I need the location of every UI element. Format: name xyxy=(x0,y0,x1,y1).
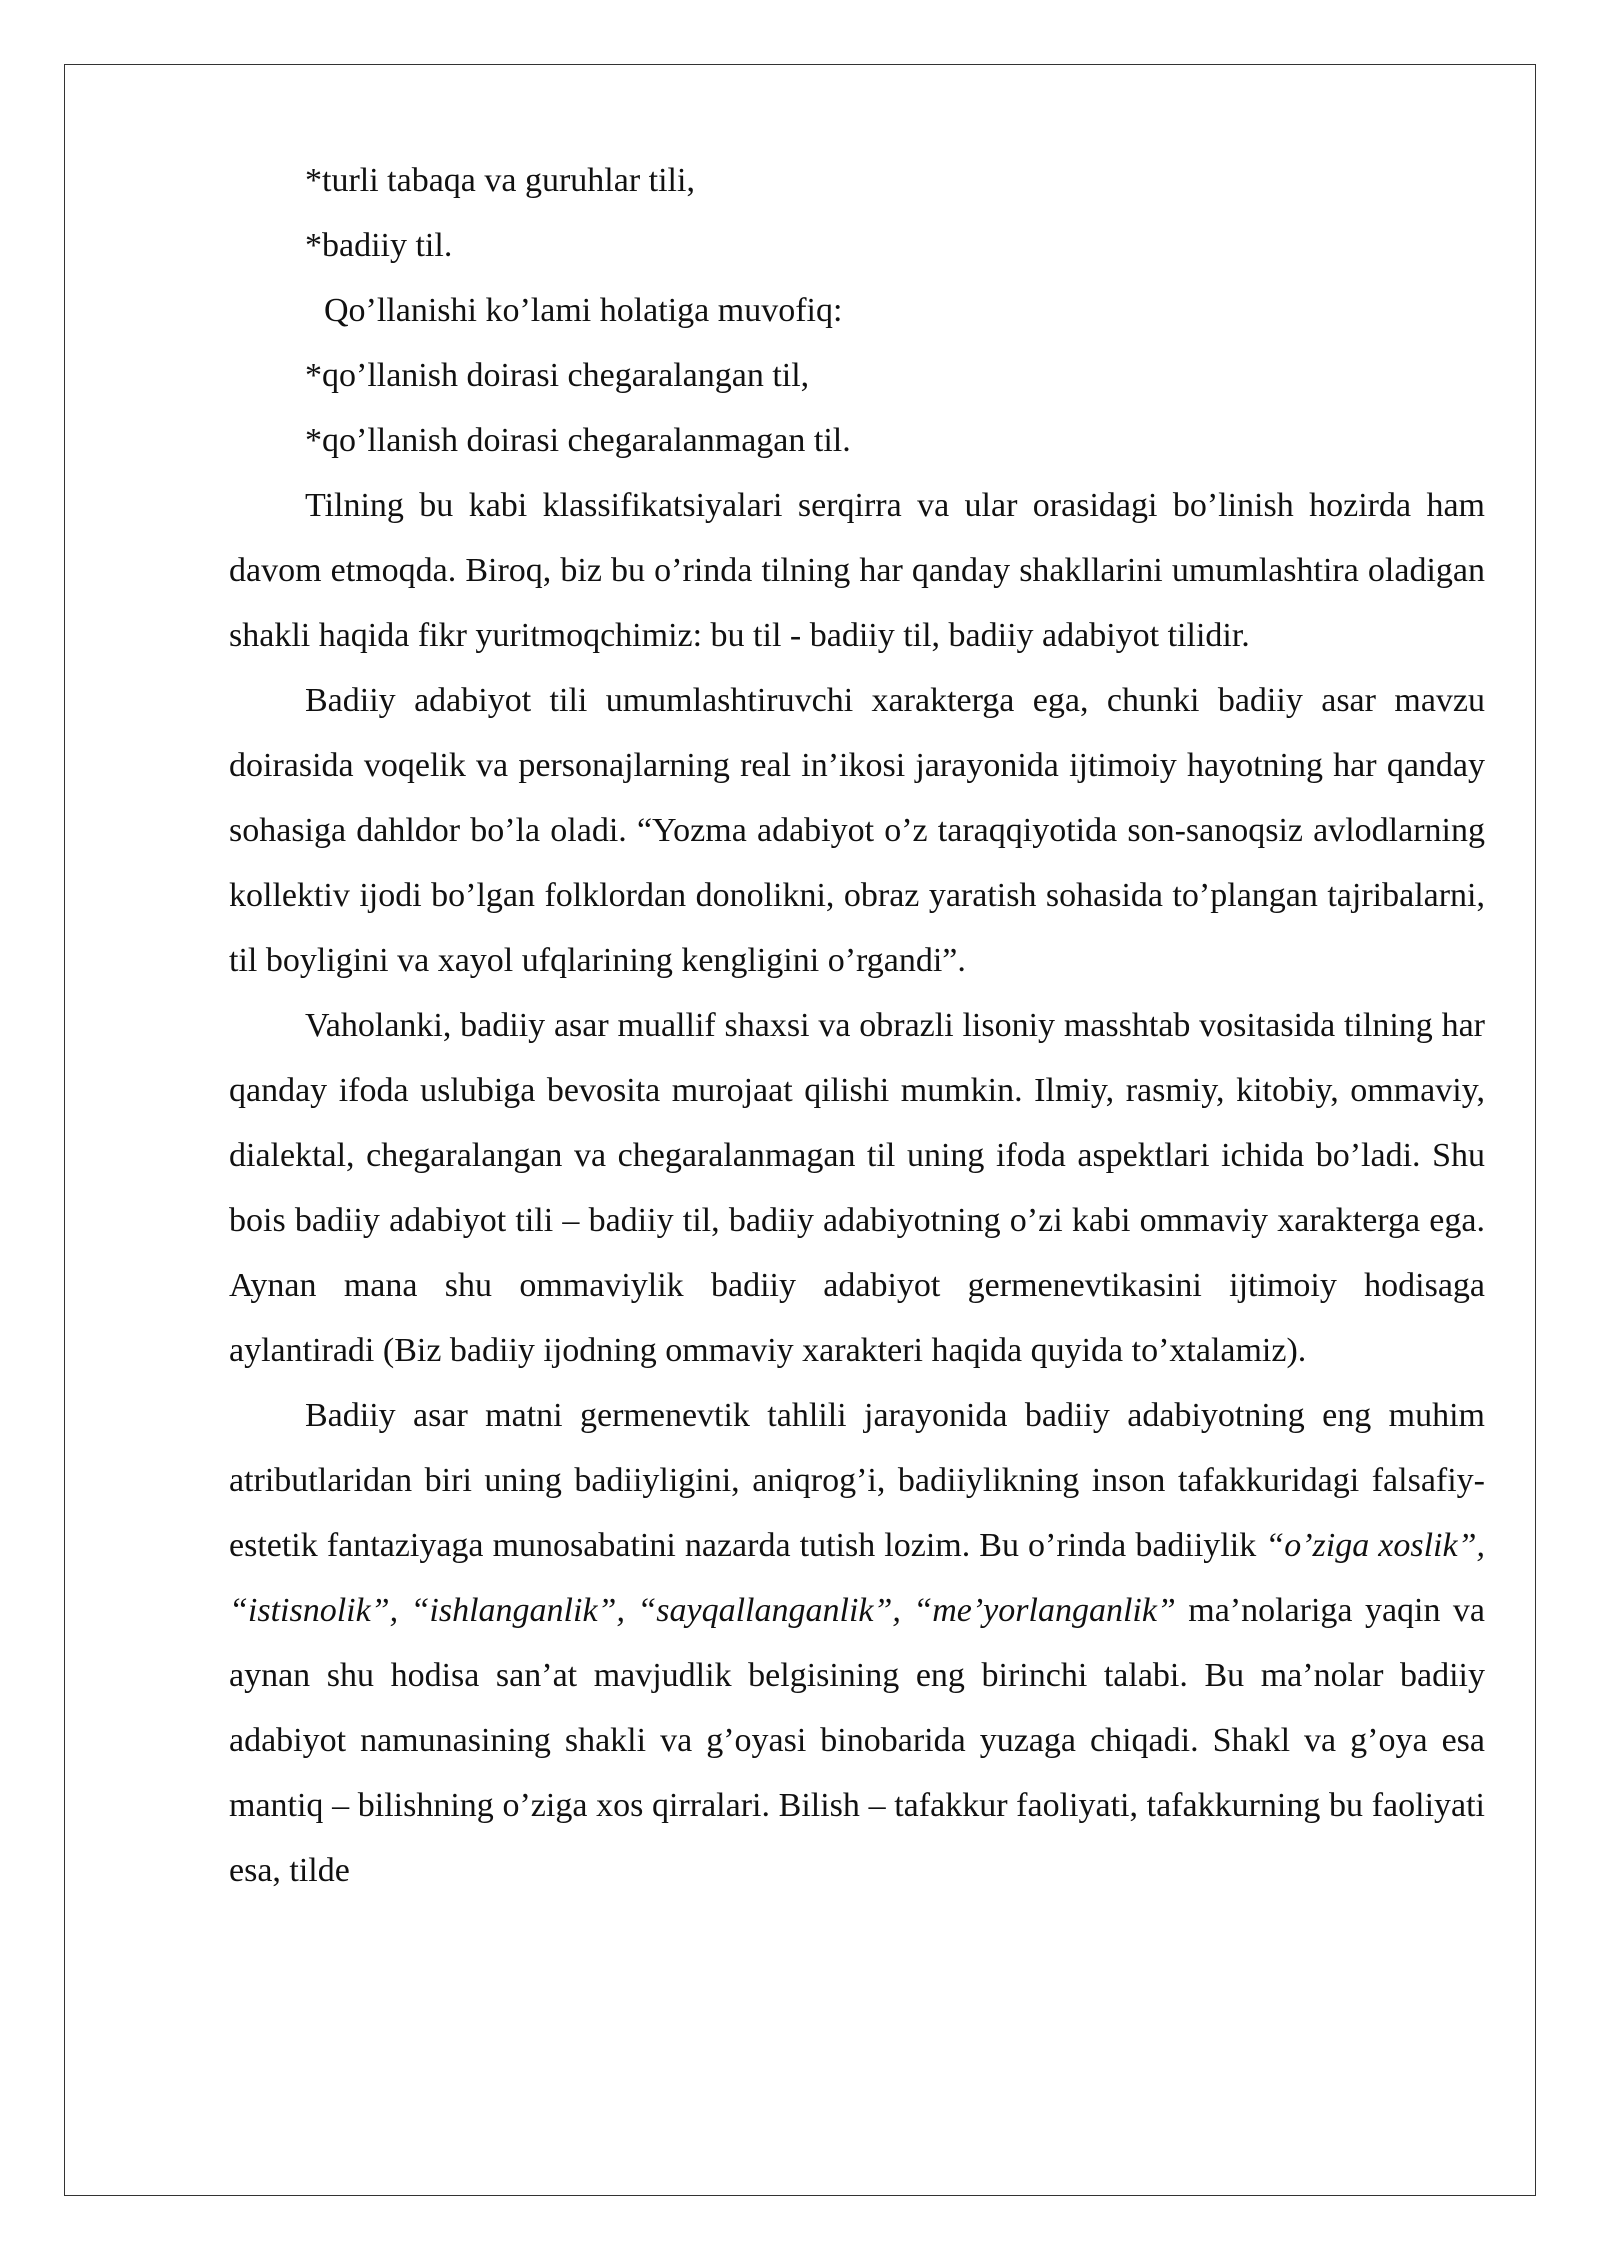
paragraph-4-italic-terms: “o’ziga xoslik”, “istisnolik”, “ishlanganlik”, “sayqallanganlik”, “me’yorlanganlik” xyxy=(229,1527,1486,1629)
document-body xyxy=(229,148,1485,1903)
list-item: *badiiy til. xyxy=(305,227,453,264)
list-item: *turli tabaqa va guruhlar tili, xyxy=(305,162,695,199)
paragraph-3: Vaholanki, badiiy asar muallif shaxsi va obrazli lisoniy masshtab vositasida tilning har qanday ifoda uslubiga bevosita murojaat qilishi mumkin. Ilmiy, rasmiy, kitobiy, ommaviy, dialektal, chegaralangan va chegaralanmagan til uning ifoda aspektlari ichida bo’ladi. Shu bois badiiy adabiyot tili – badiiy til, badiiy adabiyotning o’zi kabi ommaviy xarakterga ega. Aynan mana shu ommaviylik badiiy adabiyot germenevtikasini ijtimoiy hodisaga aylantiradi (Biz badiiy ijodning ommaviy xarakteri haqida quyida to’xtalamiz). xyxy=(229,1007,1485,1369)
list-item: *qo’llanish doirasi chegaralanmagan til. xyxy=(305,422,851,459)
paragraph-1: Tilning bu kabi klassifikatsiyalari serqirra va ular orasidagi bo’linish hozirda ham davom etmoqda. Biroq, biz bu o’rinda tilning har qanday shakllarini umumlashtira oladigan shakli haqida fikr yuritmoqchimiz: bu til - badiiy til, badiiy adabiyot tilidir. xyxy=(229,487,1485,654)
paragraph-4-text-a: Badiiy asar matni germenevtik tahlili jarayonida badiiy adabiyotning eng muhim atributlaridan biri uning badiiyligini, aniqrog’i, badiiylikning inson tafakkuridagi falsafiy-estetik fantaziyaga munosabatini nazarda tutish lozim. Bu o’rinda badiiylik xyxy=(229,1397,1485,1564)
subheading: Qo’llanishi ko’lami holatiga muvofiq: xyxy=(324,292,843,329)
paragraph-2: Badiiy adabiyot tili umumlashtiruvchi xarakterga ega, chunki badiiy asar mavzu doirasida voqelik va personajlarning real in’ikosi jarayonida ijtimoiy hayotning har qanday sohasiga dahldor bo’la oladi. “Yozma adabiyot o’z taraqqiyotida son-sanoqsiz avlodlarning kollektiv ijodi bo’lgan folklordan donolikni, obraz yaratish sohasida to’plangan tajribalarni, til boyligini va xayol ufqlarining kengligini o’rgandi”. xyxy=(229,682,1485,979)
paragraph-4 xyxy=(229,1383,1485,1903)
list-item: *qo’llanish doirasi chegaralangan til, xyxy=(305,357,810,394)
paragraph-4-text-b: ma’nolariga yaqin va aynan shu hodisa san’at mavjudlik belgisining eng birinchi talabi. Bu ma’nolar badiiy adabiyot namunasining shakli va g’oyasi binobarida yuzaga chiqadi. Shakl va g’oya esa mantiq – bilishning o’ziga xos qirralari. Bilish – tafakkur faoliyati, tafakkurning bu faoliyati esa, tilde xyxy=(229,1592,1485,1889)
